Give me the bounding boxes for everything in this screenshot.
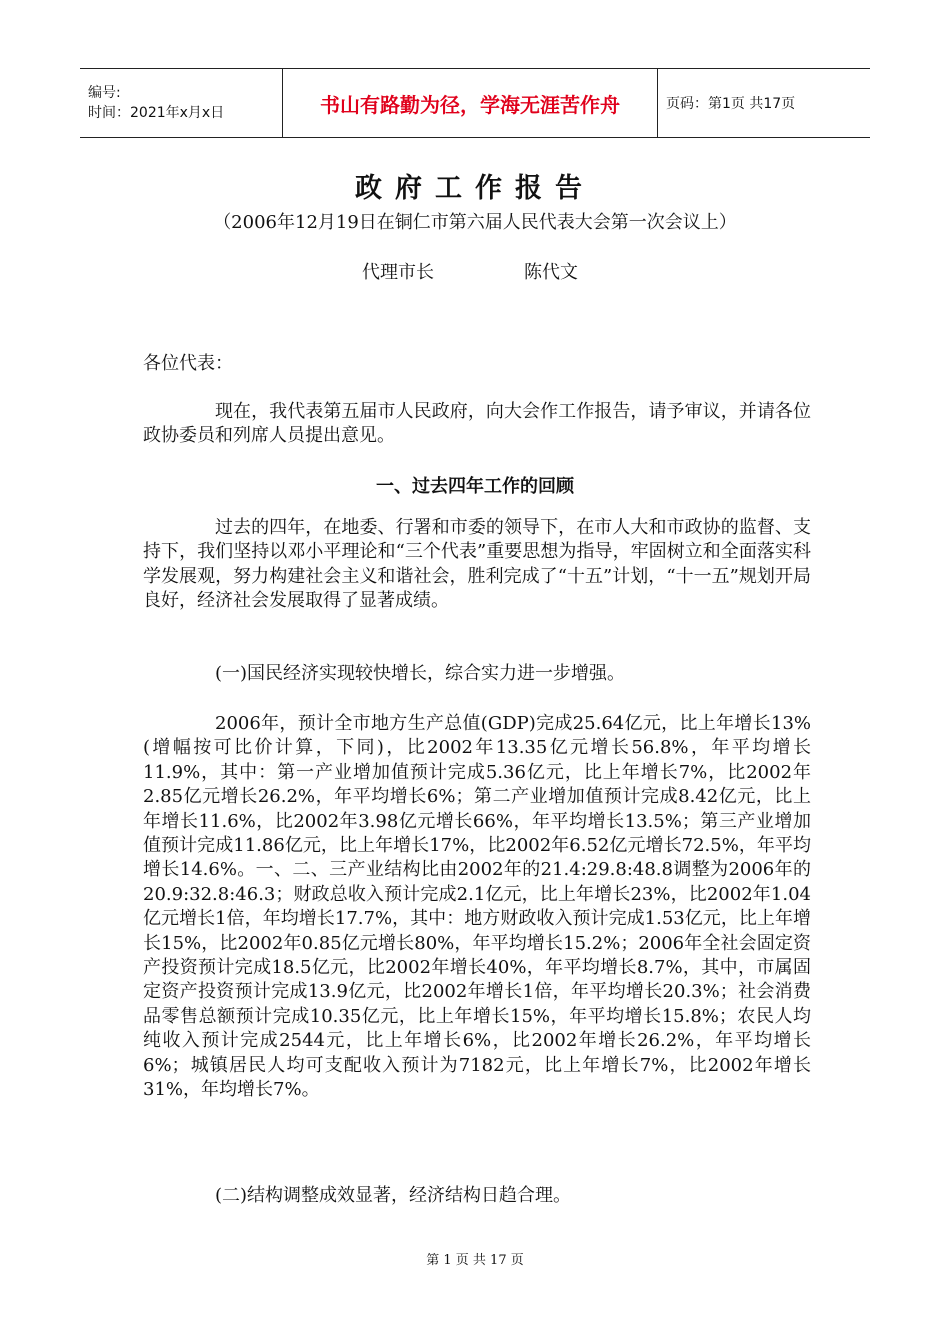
review-paragraph: 过去的四年，在地委、行署和市委的领导下，在市人大和市政协的监督、支持下，我们坚持以邓小平理论和“三个代表”重要思想为指导，牢固树立和全面落实科学发展观，努力构建社会主义和谐社会，胜利完成了“十五”计划，“十一五”规划开局良好，经济社会发展取得了显著成绩。	[143, 517, 811, 612]
page-footer: 第 1 页 共 17 页	[426, 1253, 524, 1268]
speaker-role: 代理市长	[362, 262, 434, 283]
salutation: 各位代表：	[143, 353, 233, 374]
economy-paragraph: 2006年，预计全市地方生产总值(GDP)完成25.64亿元，比上年增长13%(增幅按可比价计算，下同)，比2002年13.35亿元增长56.8%，年平均增长11.9%，其中：第一产业增加值预计完成5.36亿元，比上年增长7%，比2002年2.85亿元增长26.2%，年平均增长6%；第二产业增加值预计完成8.42亿元，比上年增长11.6%，比2002年3.98亿元增长66%，年平均增长13.5%；第三产业增加值预计完成11.86亿元，比上年增长17%，比2002年6.52亿元增长72.5%，年平均增长14.6%。一、二、三产业结构比由2002年的21.4:29.8:48.8调整为2006年的20.9:32.8:46.3；财政总收入预计完成2.1亿元，比上年增长23%，比2002年1.04亿元增长1倍，年均增长17.7%，其中：地方财政收入预计完成1.53亿元，比上年增长15%，比2002年0.85亿元增长80%，年平均增长15.2%；2006年全社会固定资产投资预计完成18.5亿元，比2002年增长40%，年平均增长8.7%，其中，市属固定资产投资预计完成13.9亿元，比2002年增长1倍，年平均增长20.3%；社会消费品零售总额预计完成10.35亿元，比上年增长15%，年平均增长15.8%；农民人均纯收入预计完成2544元，比上年增长6%，比2002年增长26.2%，年平均增长6%；城镇居民人均可支配收入预计为7182元，比上年增长7%，比2002年增长31%，年均增长7%。	[143, 713, 811, 1101]
document-title: 政府工作报告	[355, 173, 595, 204]
subsection-heading-2: (二)结构调整成效显著，经济结构日趋合理。	[215, 1185, 572, 1206]
header-page-cell	[658, 69, 795, 137]
header-page-label: 页码：第1页 共17页	[666, 96, 796, 112]
subsection-heading-1: (一)国民经济实现较快增长，综合实力进一步增强。	[215, 663, 626, 684]
header-motto-cell	[282, 69, 658, 137]
section-heading: 一、过去四年工作的回顾	[376, 476, 574, 497]
header-motto: 书山有路勤为径，学海无涯苦作舟	[320, 92, 620, 117]
intro-paragraph: 现在，我代表第五届市人民政府，向大会作工作报告，请予审议，并请各位政协委员和列席人员提出意见。	[143, 401, 811, 447]
document-date-label: 时间：2021年x月x日	[88, 105, 225, 121]
page-header	[80, 68, 870, 138]
header-meta	[80, 69, 282, 137]
document-number-label: 编号:	[88, 85, 121, 101]
speaker-name: 陈代文	[524, 262, 578, 283]
document-subtitle: （2006年12月19日在铜仁市第六届人民代表大会第一次会议上）	[213, 212, 737, 233]
